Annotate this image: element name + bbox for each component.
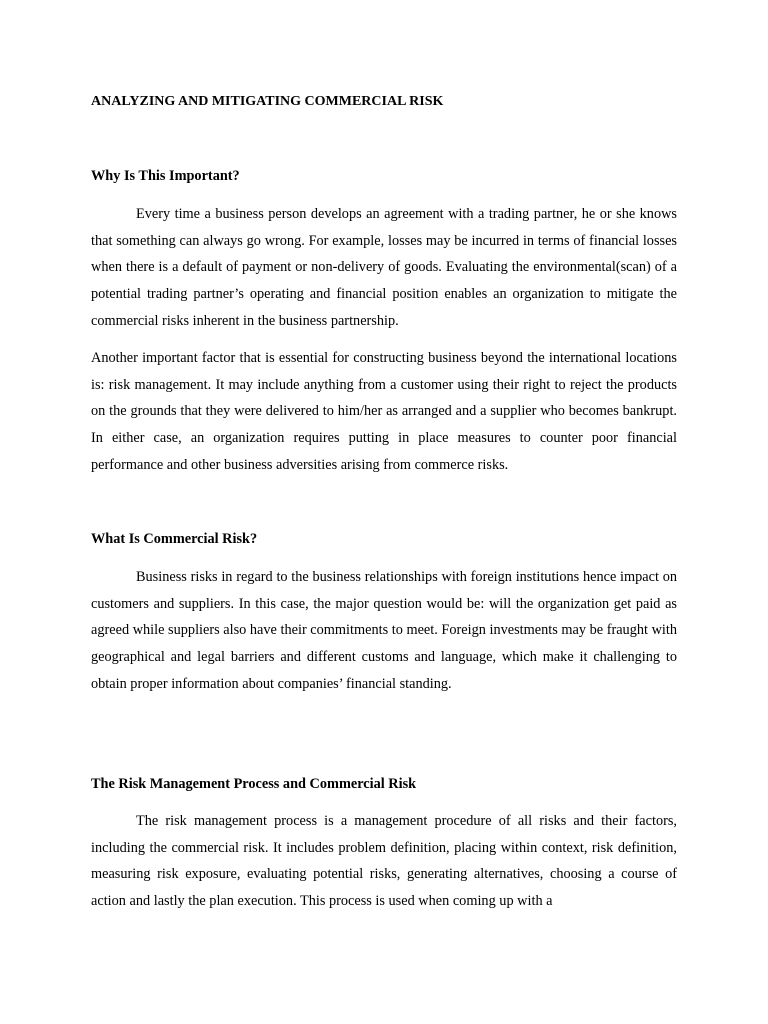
section-heading-commercial-risk: What Is Commercial Risk? xyxy=(91,531,258,547)
paragraph-risk-management-process-1: The risk management process is a management procedure of all risks and their factors, including the commercial risk. It includes problem definition, placing within context, risk definition, measuring risk exposure, evaluating potential risks, generating alternatives, choosing a course of action and lastly the plan execution. This process is used when coming up with a xyxy=(91,813,677,910)
section-heading-why-important: Why Is This Important? xyxy=(91,168,240,184)
paragraph-why-important-1: Every time a business person develops an agreement with a trading partner, he or she knows that something can always go wrong. For example, losses may be incurred in terms of financial losses when there is a default of payment or non-delivery of goods. Evaluating the environmental(scan) of a potential trading partner’s operating and financial position enables an organization to mitigate the commercial risks inherent in the business partnership. xyxy=(91,206,677,329)
paragraph-why-important-2: Another important factor that is essential for constructing business beyond the international locations is: risk management. It may include anything from a customer using their right to reject the products on the grounds that they were delivered to him/her as arranged and a supplier who becomes bankrupt. In either case, an organization requires putting in place measures to counter poor financial performance and other business adversities arising from commerce risks. xyxy=(91,350,677,473)
paragraph-commercial-risk-1: Business risks in regard to the business relationships with foreign institutions hence impact on customers and suppliers. In this case, the major question would be: will the organization get paid as agreed while suppliers also have their commitments to meet. Foreign investments may be fraught with geographical and legal barriers and different customs and language, which make it challenging to obtain proper information about companies’ financial standing. xyxy=(91,569,677,692)
document-title: ANALYZING AND MITIGATING COMMERCIAL RISK xyxy=(91,94,444,109)
section-heading-risk-management-process: The Risk Management Process and Commercial Risk xyxy=(91,776,417,792)
